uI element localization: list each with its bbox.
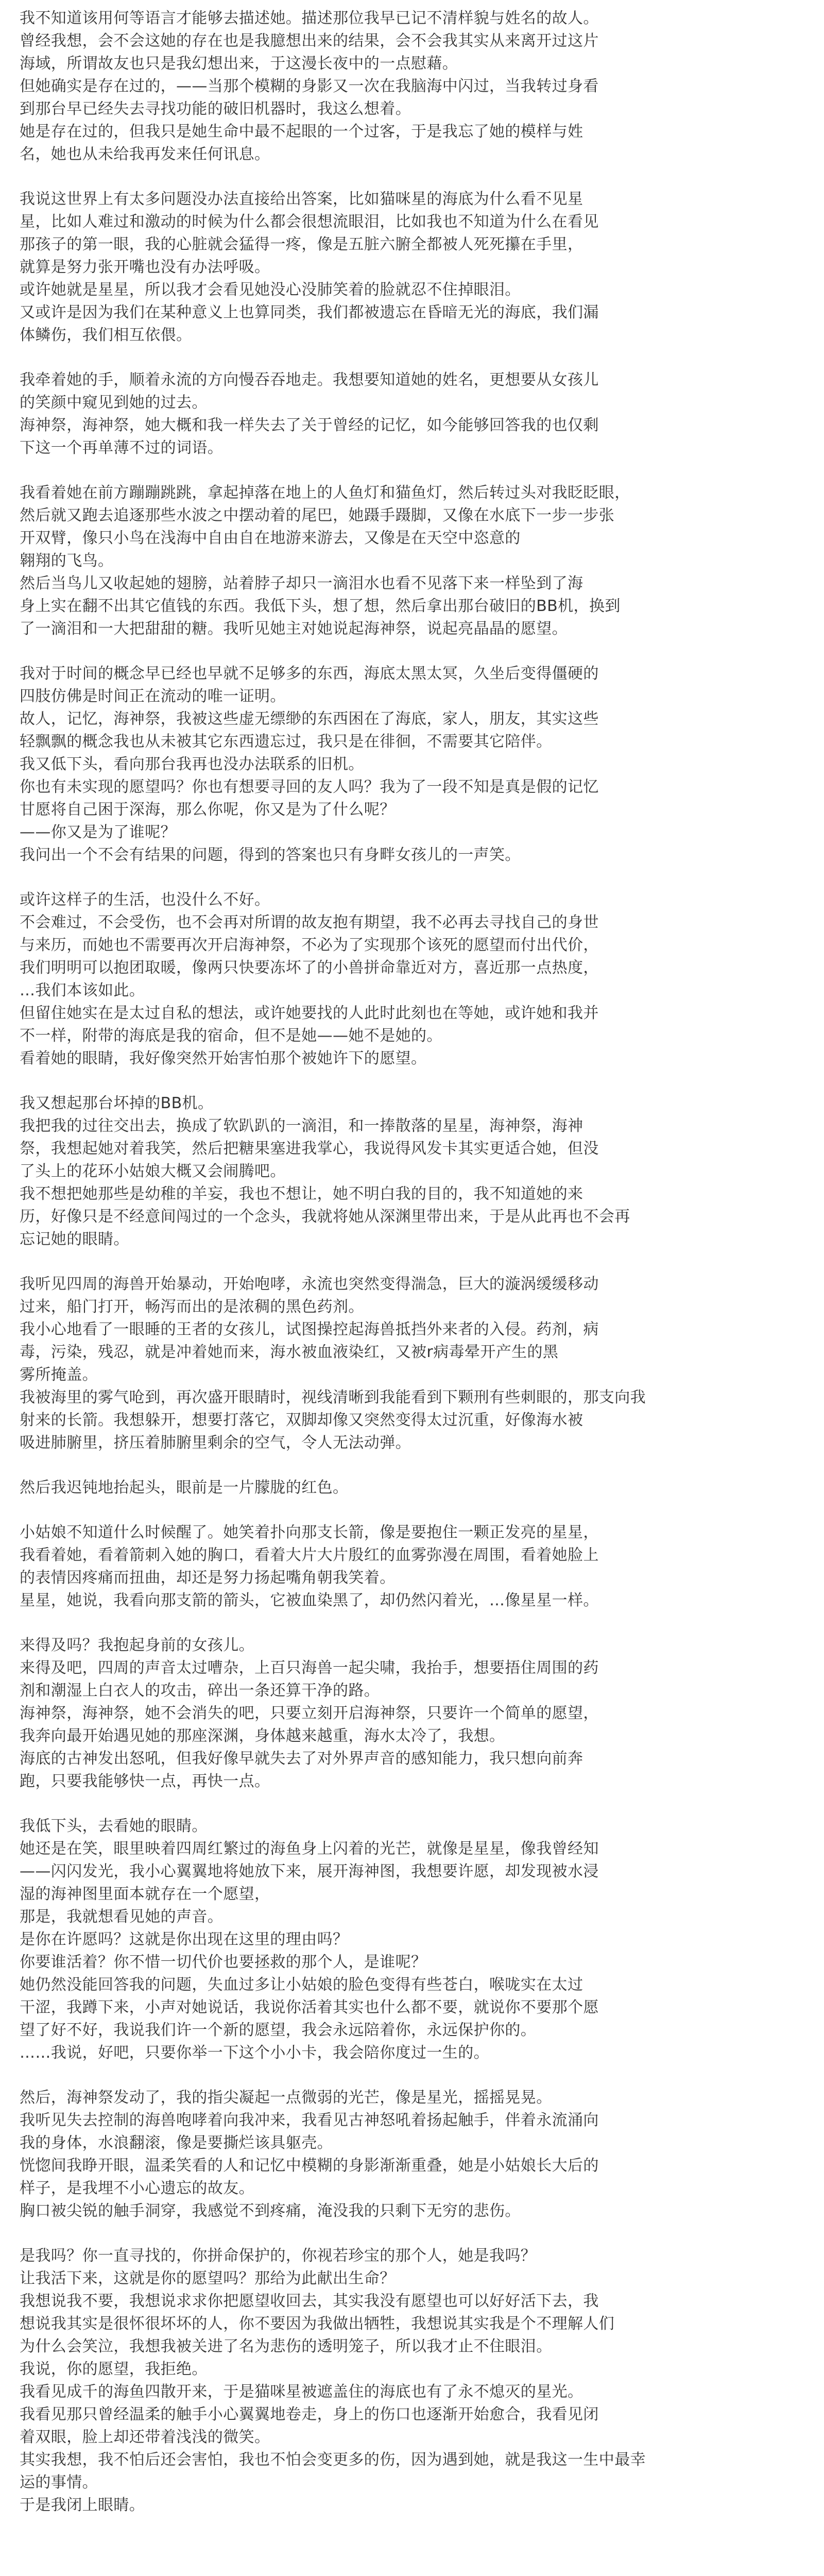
paragraph-line: 海神祭，海神祭，她不会消失的吧，只要立刻开启海神祭，只要许一个简单的愿望， <box>20 1704 599 1722</box>
paragraph-line: 然后当鸟儿又收起她的翅膀，站着脖子却只一滴泪水也看不见落下来一样坠到了海 <box>20 574 583 592</box>
paragraph-line: 看着她的眼睛，我好像突然开始害怕那个被她许下的愿望。 <box>20 1049 427 1067</box>
paragraph-line: 我说这世界上有太多问题没办法直接给出答案，比如猫咪星的海底为什么看不见星 <box>20 190 583 208</box>
paragraph-line: 运的事情。 <box>20 2473 98 2492</box>
paragraph-line: 故人，记忆，海神祭，我被这些虚无缥缈的东西困在了海底，家人，朋友，其实这些 <box>20 710 599 728</box>
story-paragraph <box>20 889 803 1070</box>
paragraph-line: 然后，海神祭发动了，我的指尖凝起一点微弱的光芒，像是星光，摇摇晃晃。 <box>20 2089 552 2107</box>
paragraph-line: 我又低下头，看向那台我再也没办法联系的旧机。 <box>20 755 364 773</box>
paragraph-line: 我看见那只曾经温柔的触手小心翼翼地卷走，身上的伤口也逐渐开始愈合，我看见闭 <box>20 2405 599 2424</box>
paragraph-line: ……我说，好吧，只要你举一下这个小小卡，我会陪你度过一生的。 <box>20 2044 489 2062</box>
paragraph-line: 湿的海神图里面本就存在一个愿望， <box>20 1885 270 1903</box>
paragraph-line: 我被海里的雾气呛到，再次盛开眼睛时，视线清晰到我能看到下颗刑有些刺眼的，那支向我 <box>20 1388 646 1406</box>
story-paragraph <box>20 1273 803 1454</box>
paragraph-line: 我小心地看了一眼睡的王者的女孩儿，试图操控起海兽抵挡外来者的入侵。药剂，病 <box>20 1320 599 1338</box>
paragraph-line: 的笑颜中窥见到她的过去。 <box>20 394 208 412</box>
paragraph-line: 我不想把她那些是幼稚的羊妄，我也不想让，她不明白我的目的，我不知道她的来 <box>20 1185 583 1203</box>
paragraph-line: 我看见成千的海鱼四散开来，于是猫咪星被遮盖住的海底也有了永不熄灭的星光。 <box>20 2383 583 2401</box>
story-paragraph <box>20 1521 803 1612</box>
story-paragraph <box>20 482 803 640</box>
paragraph-line: 雾所掩盖。 <box>20 1366 98 1384</box>
story-paragraph <box>20 1634 803 1793</box>
paragraph-line: 她还是在笑，眼里映着四周红繁过的海鱼身上闪着的光芒，就像是星星，像我曾经知 <box>20 1840 599 1858</box>
paragraph-line: 历，好像只是不经意间闯过的一个念头，我就将她从深渊里带出来，于是从此再也不会再 <box>20 1208 630 1226</box>
paragraph-line: 但留住她实在是太过自私的想法，或许她要找的人此时此刻也在等她，或许她和我并 <box>20 1004 599 1022</box>
paragraph-line: 我听见失去控制的海兽咆哮着向我冲来，我看见古神怒吼着扬起触手，伴着永流涌向 <box>20 2111 599 2129</box>
paragraph-line: ——闪闪发光，我小心翼翼地将她放下来，展开海神图，我想要许愿，却发现被水浸 <box>20 1862 599 1880</box>
paragraph-line: 了头上的花环小姑娘大概又会闹腾吧。 <box>20 1162 286 1180</box>
paragraph-line: 我又想起那台坏掉的BB机。 <box>20 1094 214 1112</box>
paragraph-line: 轻飘飘的概念我也从未被其它东西遗忘过，我只是在徘徊，不需要其它陪伴。 <box>20 733 552 751</box>
story-paragraph <box>20 7 803 166</box>
paragraph-line: 过来，船门打开，畅泻而出的是浓稠的黑色药剂。 <box>20 1298 364 1316</box>
story-paragraph <box>20 2087 803 2223</box>
paragraph-line: 星星，她说，我看向那支箭的箭头，它被血染黑了，却仍然闪着光，…像星星一样。 <box>20 1591 599 1609</box>
paragraph-line: 为什么会笑泣，我想我被关进了名为悲伤的透明笼子，所以我才止不住眼泪。 <box>20 2337 552 2355</box>
paragraph-line: 到那台早已经失去寻找功能的破旧机器时，我这么想着。 <box>20 100 411 118</box>
paragraph-line: 我牵着她的手，顺着永流的方向慢吞吞地走。我想要知道她的姓名，更想要从女孩儿 <box>20 371 599 389</box>
paragraph-line: 就算是努力张开嘴也没有办法呼吸。 <box>20 258 270 276</box>
paragraph-line: 想说我其实是很怀很坏坏的人，你不要因为我做出牺牲，我想说其实我是个不理解人们 <box>20 2315 615 2333</box>
paragraph-line: 忘记她的眼睛。 <box>20 1230 129 1248</box>
paragraph-line: 或许这样子的生活，也没什么不好。 <box>20 891 270 909</box>
paragraph-line: 身上实在翻不出其它值钱的东西。我低下头，想了想，然后拿出那台破旧的BB机，换到 <box>20 597 621 615</box>
paragraph-line: 我听见四周的海兽开始暴动，开始咆哮，永流也突然变得湍急，巨大的漩涡缓缓移动 <box>20 1275 599 1293</box>
paragraph-line: 于是我闭上眼睛。 <box>20 2496 145 2514</box>
paragraph-line: 我把我的过往交出去，换成了软趴趴的一滴泪，和一捧散落的星星，海神祭，海神 <box>20 1117 583 1135</box>
paragraph-line: 干涩，我蹲下来，小声对她说话，我说你活着其实也什么都不要，就说你不要那个愿 <box>20 1998 599 2016</box>
paragraph-line: 我看着她，看着箭刺入她的胸口，看着大片大片殷红的血雾弥漫在周围，看着她脸上 <box>20 1546 599 1564</box>
paragraph-line: 然后就又跑去追逐那些水波之中摆动着的尾巴，她蹑手蹑脚，又像在水底下一步一步张 <box>20 506 615 524</box>
paragraph-line: 四肢仿佛是时间正在流动的唯一证明。 <box>20 687 286 705</box>
paragraph-line: 是我吗？你一直寻找的，你拼命保护的，你视若珍宝的那个人，她是我吗？ <box>20 2247 537 2265</box>
paragraph-line: 海域，所谓故友也只是我幻想出来，于这漫长夜中的一点慰藉。 <box>20 55 458 73</box>
paragraph-line: 名，她也从未给我再发来任何讯息。 <box>20 145 270 163</box>
paragraph-line: 我对于时间的概念早已经也早就不足够多的东西，海底太黑太冥，久坐后变得僵硬的 <box>20 665 599 683</box>
paragraph-line: 我奔向最开始遇见她的那座深渊，身体越来越重，海水太冷了，我想。 <box>20 1727 505 1745</box>
story-paragraph <box>20 1815 803 2064</box>
story-paragraph <box>20 188 803 347</box>
paragraph-line: 我说，你的愿望，我拒绝。 <box>20 2360 208 2378</box>
paragraph-line: 毒，污染，残忍，就是冲着她而来，海水被血液染红，又被r病毒晕开产生的黑 <box>20 1343 559 1361</box>
paragraph-line: 其实我想，我不怕后还会害怕，我也不怕会变更多的伤，因为遇到她，就是我这一生中最幸 <box>20 2451 646 2469</box>
paragraph-line: 的表情因疼痛而扭曲，却还是努力扬起嘴角朝我笑着。 <box>20 1569 396 1587</box>
paragraph-line: 那孩子的第一眼，我的心脏就会猛得一疼，像是五脏六腑全都被人死死攥在手里， <box>20 235 583 253</box>
paragraph-line: 我们明明可以抱团取暖，像两只快要冻坏了的小兽拼命靠近对方，喜近那一点热度， <box>20 959 599 977</box>
paragraph-line: 那是，我就想看见她的声音。 <box>20 1908 224 1926</box>
paragraph-line: 你也有未实现的愿望吗？你也有想要寻回的友人吗？我为了一段不知是真是假的记忆 <box>20 778 599 796</box>
paragraph-line: 翱翔的飞鸟。 <box>20 552 114 570</box>
paragraph-line: 曾经我想，会不会这她的存在也是我臆想出来的结果，会不会我其实从来离开过这片 <box>20 32 599 50</box>
story-paragraph <box>20 1477 803 1499</box>
story-paragraph <box>20 1092 803 1251</box>
paragraph-line: 望了好不好，我说我们许一个新的愿望，我会永远陪着你，永远保护你的。 <box>20 2021 537 2039</box>
paragraph-line: 我看着她在前方蹦蹦跳跳，拿起掉落在地上的人鱼灯和猫鱼灯，然后转过头对我眨眨眼， <box>20 484 630 502</box>
paragraph-line: …我们本该如此。 <box>20 981 145 999</box>
paragraph-line: 是你在许愿吗？这就是你出现在这里的理由吗？ <box>20 1930 349 1948</box>
paragraph-line: 跑，只要我能够快一点，再快一点。 <box>20 1772 270 1790</box>
paragraph-line: 海神祭，海神祭，她大概和我一样失去了关于曾经的记忆，如今能够回答我的也仅剩 <box>20 416 599 434</box>
paragraph-line: 胸口被尖锐的触手洞穿，我感觉不到疼痛，淹没我的只剩下无穷的悲伤。 <box>20 2202 521 2220</box>
paragraph-line: 体鳞伤，我们相互依偎。 <box>20 326 192 344</box>
paragraph-line: 星，比如人难过和激动的时候为什么都会很想流眼泪，比如我也不知道为什么在看见 <box>20 213 599 231</box>
paragraph-line: 海底的古神发出怒吼，但我好像早就失去了对外界声音的感知能力，我只想向前奔 <box>20 1750 583 1768</box>
paragraph-line: 甘愿将自己困于深海，那么你呢，你又是为了什么呢？ <box>20 801 396 819</box>
paragraph-line: 让我活下来，这就是你的愿望吗？那给为此献出生命？ <box>20 2269 396 2287</box>
paragraph-line: 来得及吧，四周的声音太过嘈杂，上百只海兽一起尖啸，我抬手，想要捂住周围的药 <box>20 1659 599 1677</box>
paragraph-line: 开双臂，像只小鸟在浅海中自由自在地游来游去，又像是在天空中恣意的 <box>20 529 521 547</box>
paragraph-line: 小姑娘不知道什么时候醒了。她笑着扑向那支长箭，像是要抱住一颗正发亮的星星， <box>20 1523 599 1541</box>
paragraph-line: 不一样，附带的海底是我的宿命，但不是她——她不是她的。 <box>20 1027 442 1045</box>
paragraph-line: 我的身体，水浪翻滚，像是要撕烂该具躯壳。 <box>20 2134 333 2152</box>
paragraph-line: 我低下头，去看她的眼睛。 <box>20 1817 208 1835</box>
paragraph-line: 我不知道该用何等语言才能够去描述她。描述那位我早已记不清样貌与姓名的故人。 <box>20 9 599 27</box>
paragraph-line: ——你又是为了谁呢？ <box>20 823 176 841</box>
paragraph-line: 吸进肺腑里，挤压着肺腑里剩余的空气，令人无法动弹。 <box>20 1434 411 1452</box>
paragraph-line: 我想说我不要，我想说求求你把愿望收回去，其实我没有愿望也可以好好活下去，我 <box>20 2292 599 2310</box>
paragraph-line: 了一滴泪和一大把甜甜的糖。我听见她主对她说起海神祭，说起亮晶晶的愿望。 <box>20 620 568 638</box>
paragraph-line: 她仍然没能回答我的问题，失血过多让小姑娘的脸色变得有些苍白，喉咙实在太过 <box>20 1976 583 1994</box>
paragraph-line: 我问出一个不会有结果的问题，得到的答案也只有身畔女孩儿的一声笑。 <box>20 846 521 864</box>
paragraph-line: 不会难过，不会受伤，也不会再对所谓的故友抱有期望，我不必再去寻找自己的身世 <box>20 913 599 931</box>
story-paragraph <box>20 663 803 867</box>
story-paragraph <box>20 2245 803 2517</box>
paragraph-line: 来得及吗？我抱起身前的女孩儿。 <box>20 1636 254 1654</box>
paragraph-line: 着双眼，脸上却还带着浅浅的微笑。 <box>20 2428 270 2446</box>
paragraph-line: 射来的长箭。我想躲开，想要打落它，双脚却像又突然变得太过沉重，好像海水被 <box>20 1411 583 1429</box>
paragraph-line: 祭，我想起她对着我笑，然后把糖果塞进我掌心，我说得风发卡其实更适合她，但没 <box>20 1140 599 1158</box>
story-paragraph <box>20 369 803 460</box>
paragraph-line: 恍惚间我睁开眼，温柔笑看的人和记忆中模糊的身影渐渐重叠，她是小姑娘长大后的 <box>20 2157 599 2175</box>
paragraph-line: 她是存在过的，但我只是她生命中最不起眼的一个过客，于是我忘了她的模样与姓 <box>20 123 583 141</box>
paragraph-line: 然后我迟钝地抬起头，眼前是一片朦胧的红色。 <box>20 1479 349 1497</box>
paragraph-line: 但她确实是存在过的，——当那个模糊的身影又一次在我脑海中闪过，当我转过身看 <box>20 77 599 95</box>
paragraph-line: 或许她就是星星，所以我才会看见她没心没肺笑着的脸就忍不住掉眼泪。 <box>20 281 521 299</box>
paragraph-line: 样子，是我埋不小心遗忘的故友。 <box>20 2179 254 2197</box>
paragraph-line: 又或许是因为我们在某种意义上也算同类，我们都被遗忘在昏暗无光的海底，我们漏 <box>20 303 599 321</box>
paragraph-line: 你要谁活着？你不惜一切代价也要拯救的那个人，是谁呢？ <box>20 1953 427 1971</box>
paragraph-line: 下这一个再单薄不过的词语。 <box>20 439 224 457</box>
paragraph-line: 与来历，而她也不需要再次开启海神祭，不必为了实现那个该死的愿望而付出代价， <box>20 936 599 954</box>
paragraph-line: 剂和潮湿上白衣人的攻击，碎出一条还算干净的路。 <box>20 1682 380 1700</box>
